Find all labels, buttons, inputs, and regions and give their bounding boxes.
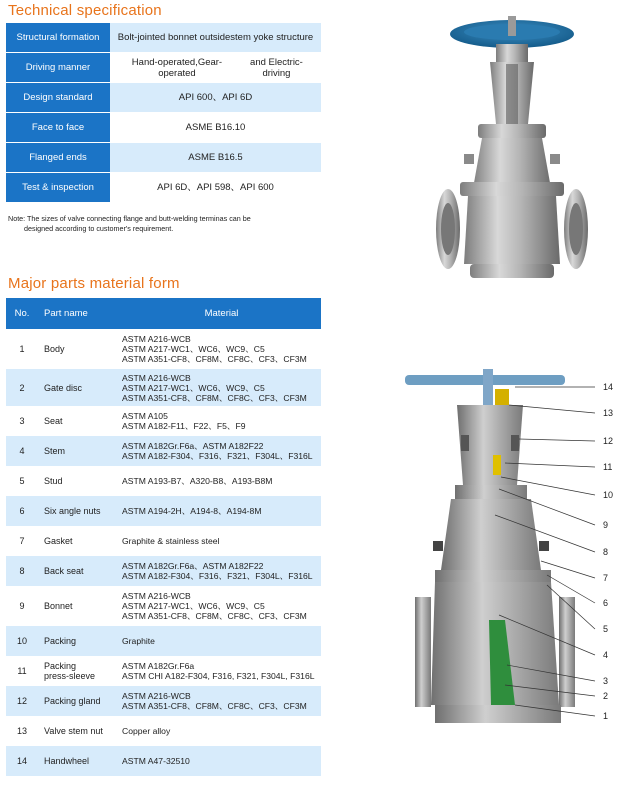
material-line: ASTM A351-CF8、CF8M、CF8C、CF3、CF3M	[122, 392, 307, 403]
parts-title: Major parts material form	[8, 275, 180, 292]
material-line: Graphite	[122, 636, 155, 646]
part-name-line: press-sleeve	[44, 671, 96, 681]
part-material	[118, 586, 321, 626]
part-name	[38, 656, 118, 686]
part-name-line: Packing	[44, 661, 77, 671]
spec-label: Design standard	[6, 83, 110, 113]
material-line: Graphite & stainless steel	[122, 536, 220, 546]
material-line: ASTM A182Gr.F6a、ASTM A182F22	[122, 441, 264, 451]
part-name-line: Valve stem nut	[44, 726, 103, 736]
spec-value-line: Bolt-jointed bonnet outside	[117, 32, 231, 43]
material-line: ASTM A182-F304、F316、F321、F304L、F316L	[122, 571, 313, 581]
spec-title: Technical specification	[8, 2, 162, 19]
valve-photo	[420, 14, 605, 299]
part-material	[118, 656, 321, 686]
part-name-line: Packing	[44, 636, 77, 646]
part-name-line: Seat	[44, 416, 63, 426]
spec-note	[8, 214, 318, 234]
callout-13: 13	[603, 408, 614, 418]
part-name	[38, 716, 118, 746]
callout-9: 9	[603, 520, 609, 530]
spec-label: Face to face	[6, 113, 110, 143]
part-number: 1	[19, 344, 25, 354]
part-name	[38, 556, 118, 586]
spec-value-line: and Electric-driving	[250, 56, 303, 79]
spec-row	[6, 113, 321, 143]
callout-11: 11	[603, 462, 613, 472]
callout-4: 4	[603, 650, 609, 660]
parts-row	[6, 496, 321, 526]
part-material	[118, 716, 321, 746]
spec-label: Flanged ends	[6, 143, 110, 173]
parts-row	[6, 586, 321, 626]
part-material	[118, 626, 321, 656]
part-name-line: Body	[44, 344, 65, 354]
part-material	[118, 496, 321, 526]
valve-section-diagram	[395, 365, 633, 785]
parts-row	[6, 329, 321, 369]
material-line: ASTM A351-CF8、CF8M、CF8C、CF3、CF3M	[122, 701, 307, 711]
material-line: ASTM A351-CF8、CF8M、CF8C、CF3、CF3M	[122, 611, 307, 621]
part-number: 12	[16, 696, 27, 706]
part-number: 7	[19, 536, 25, 546]
part-number: 6	[19, 506, 25, 516]
spec-row	[6, 53, 321, 83]
part-number: 11	[17, 666, 27, 676]
callout-7: 7	[603, 573, 609, 583]
callout-12: 12	[603, 436, 614, 446]
spec-label: Test & inspection	[6, 173, 110, 203]
part-material	[118, 556, 321, 586]
part-material	[118, 526, 321, 556]
spec-value	[110, 53, 321, 83]
parts-row	[6, 716, 321, 746]
parts-table-body	[6, 329, 321, 776]
parts-row	[6, 369, 321, 406]
part-name	[38, 466, 118, 496]
spec-value-line: ASME B16.10	[185, 122, 246, 133]
part-material	[118, 406, 321, 436]
material-line: ASTM A217-WC1、WC6、WC9、C5	[122, 382, 265, 393]
parts-row	[6, 556, 321, 586]
part-number: 13	[16, 726, 27, 736]
material-line: ASTM A105	[122, 411, 168, 421]
callout-1: 1	[603, 711, 609, 721]
callout-14: 14	[603, 382, 614, 392]
material-line: ASTM A193-B7、A320-B8、A193-B8M	[122, 476, 273, 486]
part-name	[38, 686, 118, 716]
note-line-1: Note: The sizes of valve connecting flange and butt-welding terminas can be	[8, 214, 251, 223]
material-line: ASTM CHI A182-F304, F316, F321, F304L, F316L	[122, 671, 315, 681]
callout-3: 3	[603, 676, 609, 686]
part-name-line: Back seat	[44, 566, 84, 576]
part-name	[38, 586, 118, 626]
callout-6: 6	[603, 598, 609, 608]
part-name	[38, 746, 118, 776]
callout-10: 10	[603, 490, 614, 500]
spec-label: Driving manner	[6, 53, 110, 83]
part-number: 4	[19, 446, 25, 456]
part-material	[118, 369, 321, 406]
spec-value	[110, 143, 321, 173]
callout-2: 2	[603, 691, 609, 701]
parts-row	[6, 466, 321, 496]
spec-label: Structural formation	[6, 23, 110, 53]
callout-8: 8	[603, 547, 609, 557]
material-line: ASTM A217-WC1、WC6、WC9、C5	[122, 601, 265, 611]
spec-value-line: Hand-operated,Gear-operated	[131, 56, 223, 79]
material-line: ASTM A182Gr.F6a、ASTM A182F22	[122, 561, 264, 571]
material-line: Copper alloy	[122, 726, 171, 736]
spec-row	[6, 23, 321, 53]
part-number: 14	[16, 756, 27, 766]
header-no: No.	[14, 308, 30, 319]
part-material	[118, 436, 321, 466]
spec-value	[110, 113, 321, 143]
parts-table	[6, 298, 321, 776]
spec-value	[110, 23, 321, 53]
part-name-line: Stud	[44, 476, 63, 486]
material-line: ASTM A182Gr.F6a	[122, 661, 195, 671]
part-name-line: Bonnet	[44, 601, 73, 611]
material-line: ASTM A351-CF8、CF8M、CF8C、CF3、CF3M	[122, 354, 307, 364]
header-part-name: Part name	[44, 308, 88, 319]
parts-row	[6, 746, 321, 776]
parts-row	[6, 406, 321, 436]
parts-table-header	[6, 298, 321, 329]
part-name	[38, 496, 118, 526]
part-name-line: Packing gland	[44, 696, 101, 706]
part-material	[118, 466, 321, 496]
spec-row	[6, 83, 321, 113]
material-line: ASTM A216-WCB	[122, 591, 191, 601]
part-number: 8	[19, 566, 25, 576]
part-material	[118, 329, 321, 369]
part-name-line: Six angle nuts	[44, 506, 101, 516]
material-line: ASTM A194-2H、A194-8、A194-8M	[122, 506, 262, 516]
material-line: ASTM A217-WC1、WC6、WC9、C5	[122, 344, 265, 354]
callout-5: 5	[603, 624, 609, 634]
part-name-line: Gasket	[44, 536, 73, 546]
part-material	[118, 746, 321, 776]
header-material: Material	[204, 308, 239, 319]
part-name	[38, 406, 118, 436]
spec-value-line: API 600、API 6D	[178, 92, 253, 103]
part-number: 2	[19, 382, 25, 393]
part-name-line: Gate disc	[44, 382, 83, 393]
material-line: ASTM A216-WCB	[122, 372, 191, 383]
part-number: 3	[19, 416, 25, 426]
material-line: ASTM A182-F11、F22、F5、F9	[122, 421, 246, 431]
spec-value-line: API 6D、API 598、API 600	[157, 182, 274, 193]
part-number: 10	[16, 636, 27, 646]
part-name	[38, 369, 118, 406]
part-number: 5	[19, 476, 25, 486]
material-line: ASTM A182-F304、F316、F321、F304L、F316L	[122, 451, 313, 461]
part-name	[38, 329, 118, 369]
material-line: ASTM A216-WCB	[122, 691, 191, 701]
spec-table	[6, 23, 321, 203]
material-line: ASTM A216-WCB	[122, 334, 191, 344]
spec-row	[6, 173, 321, 203]
part-name	[38, 526, 118, 556]
part-material	[118, 686, 321, 716]
spec-value	[110, 83, 321, 113]
spec-row	[6, 143, 321, 173]
part-name	[38, 626, 118, 656]
parts-row	[6, 686, 321, 716]
part-name-line: Stem	[44, 446, 66, 456]
spec-value	[110, 173, 321, 203]
parts-row	[6, 526, 321, 556]
part-number: 9	[19, 601, 25, 611]
material-line: ASTM A47-32510	[122, 756, 190, 766]
part-name-line: Handwheel	[44, 756, 90, 766]
parts-row	[6, 626, 321, 656]
spec-value-line: ASME B16.5	[188, 152, 243, 163]
part-name	[38, 436, 118, 466]
note-line-2: designed according to customer's requirement.	[24, 224, 174, 233]
spec-value-line: stem yoke structure	[230, 32, 314, 43]
parts-row	[6, 656, 321, 686]
parts-row	[6, 436, 321, 466]
